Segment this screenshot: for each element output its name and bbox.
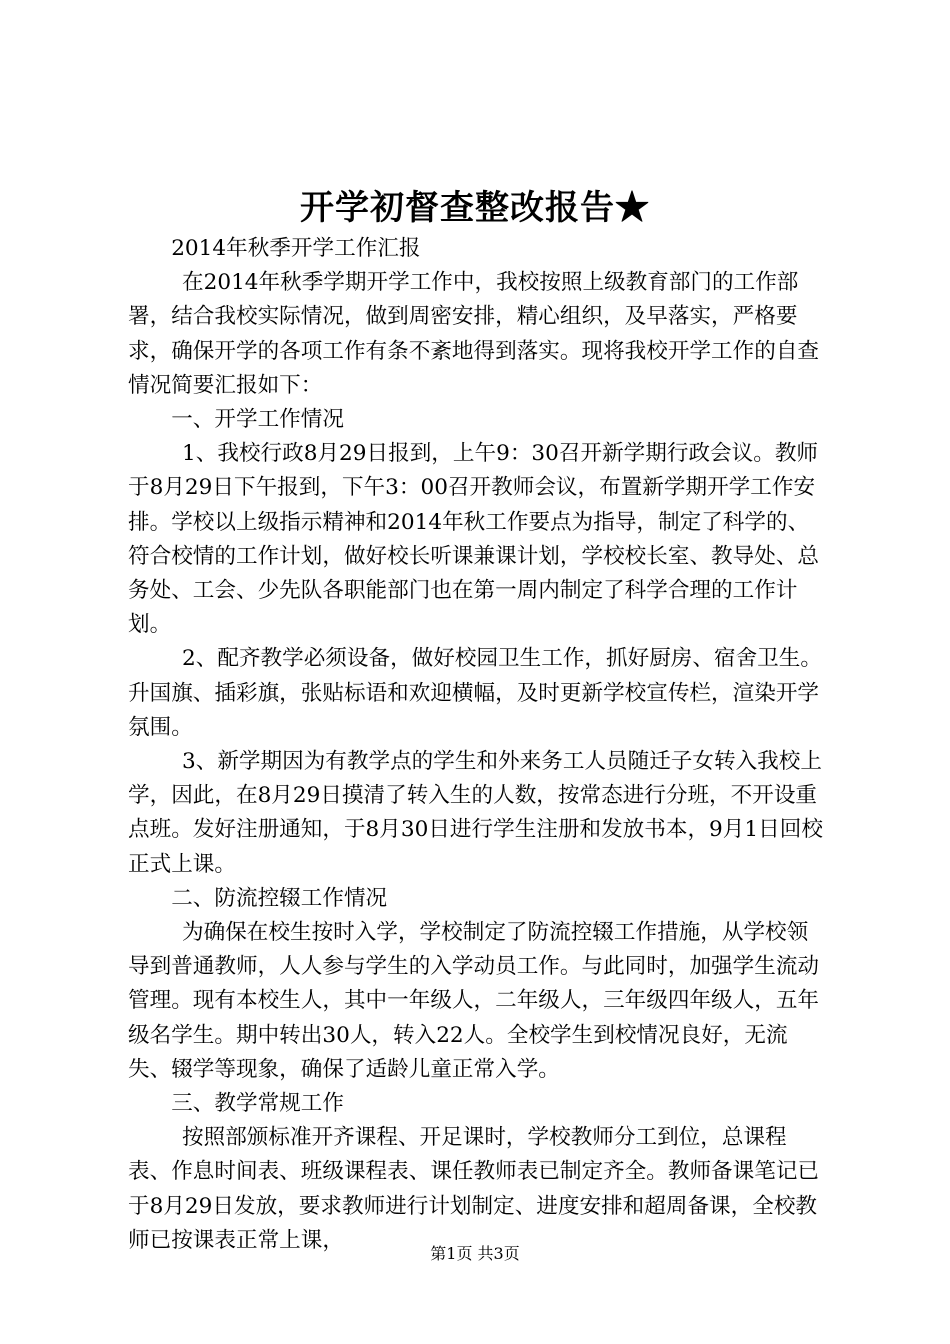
paragraph-item-2: 2、配齐教学必须设备，做好校园卫生工作，抓好厨房、宿舍卫生。升国旗、插彩旗，张贴标语和欢迎横幅，及时更新学校宣传栏，渲染开学氛围。 [128,646,822,740]
page-footer: 第1页 共3页 [430,1244,520,1263]
paragraph-item-3: 3、新学期因为有教学点的学生和外来务工人员随迁子女转入我校上学，因此，在8月29日摸清了转入生的人数，按常态进行分班，不开设重点班。发好注册通知，于8月30日进行学生注册和发放书本，9月1日回校正式上课。 [128,749,823,877]
section-heading-2: 二、防流控辍工作情况 [171,885,388,911]
paragraph-item-1: 1、我校行政8月29日报到，上午9：30召开新学期行政会议。教师于8月29日下午报到，下午3：00召开教师会议，布置新学期开学工作安排。学校以上级指示精神和2014年秋工作要点为指导，制定了科学的、符合校情的工作计划，做好校长听课兼课计划，学校校长室、教导处、总务处、工会、少先队各职能部门也在第一周内制定了科学合理的工作计划。 [128,441,820,638]
section-heading-1: 一、开学工作情况 [171,407,344,433]
document-title: 开学初督查整改报告★ [300,188,650,228]
paragraph-teaching-routine: 按照部颁标准开齐课程、开足课时，学校教师分工到位，总课程表、作息时间表、班级课程表、课任教师表已制定齐全。教师备课笔记已于8月29日发放，要求教师进行计划制定、进度安排和超周备课，全校教师已按课表正常上课， [128,1125,820,1253]
paragraph-dropout-control: 为确保在校生按时入学，学校制定了防流控辍工作措施，从学校领导到普通教师，人人参与学生的入学动员工作。与此同时，加强学生流动管理。现有本校生人，其中一年级人，二年级人，三年级四年级人，五年级名学生。期中转出30人，转入22人。全校学生到校情况良好，无流失、辍学等现象，确保了适龄儿童正常入学。 [128,920,820,1082]
section-heading-3: 三、教学常规工作 [171,1091,344,1117]
subtitle-paragraph: 2014年秋季开学工作汇报 [171,236,421,261]
document-body [128,232,828,1258]
intro-paragraph: 在2014年秋季学期开学工作中，我校按照上级教育部门的工作部署，结合我校实际情况，做到周密安排，精心组织，及早落实，严格要求，确保开学的各项工作有条不紊地得到落实。现将我校开学工作的自查情况简要汇报如下： [128,270,820,398]
